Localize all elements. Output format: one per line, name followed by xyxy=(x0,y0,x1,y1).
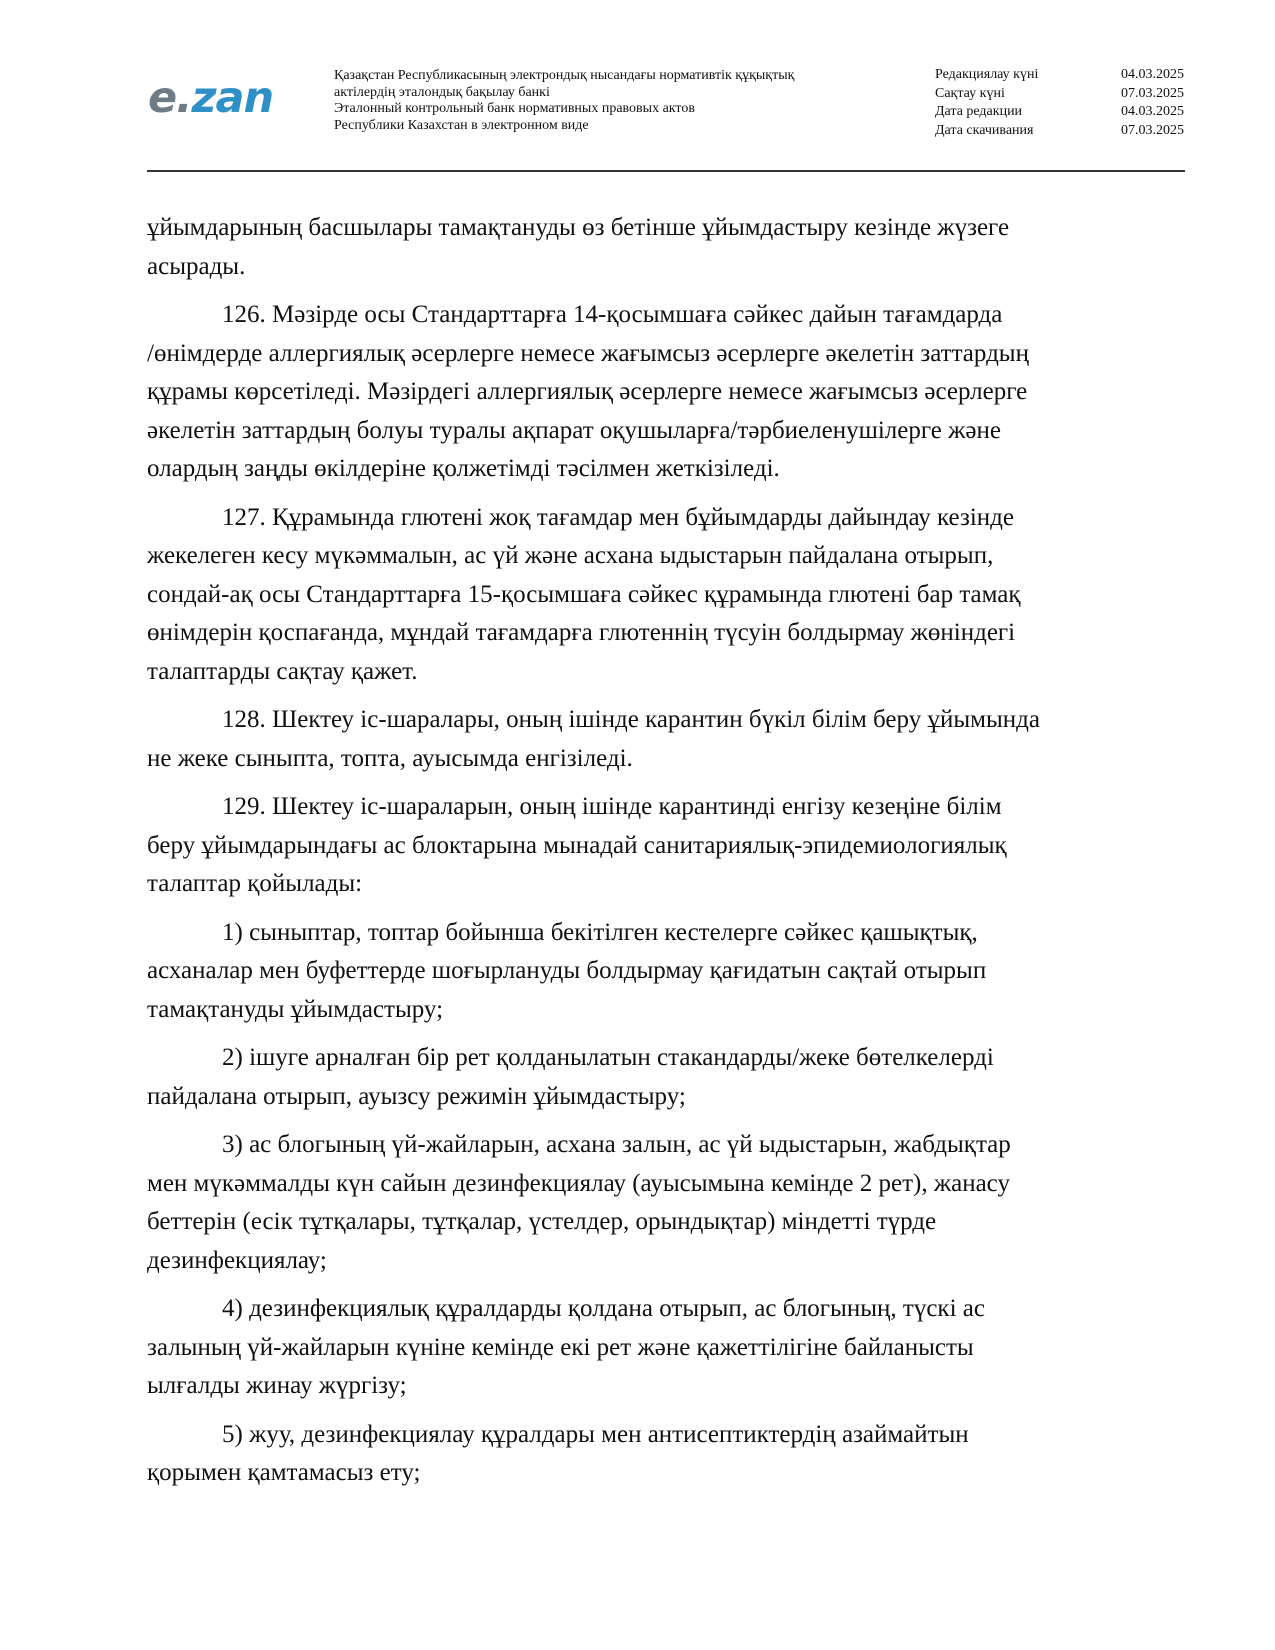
paragraph-line: асырады. xyxy=(147,252,246,280)
paragraph-line: ылғалды жинау жүргізу; xyxy=(147,1372,407,1399)
bank-title-line: Эталонный контрольный банк нормативных правовых актов xyxy=(334,101,695,116)
paragraph-line: 5) жуу, дезинфекциялау құралдары мен антисептиктердің азаймайтын xyxy=(222,1420,969,1448)
logo-name: zan xyxy=(191,73,274,123)
paragraph-line: өнімдерін қоспағанда, мұндай тағамдарға глютеннің түсуін болдырмау жөніндегі xyxy=(147,619,1016,646)
paragraph-line: залының үй-жайларын күніне кемінде екі рет және қажеттілігіне байланысты xyxy=(147,1333,974,1361)
paragraph-line: не жеке сыныпта, топта, ауысымда енгізіледі. xyxy=(147,744,633,772)
paragraph-line: жекелеген кесу мүкәммалын, ас үй және асхана ыдыстарын пайдалана отырып, xyxy=(147,542,994,569)
date-row-download-ru xyxy=(935,122,1184,141)
date-label: Сақтау күні xyxy=(935,85,1005,101)
paragraph-line: 128. Шектеу іс-шаралары, оның ішінде карантин бүкіл білім беру ұйымында xyxy=(222,706,1040,733)
date-row-edit-ru xyxy=(935,103,1184,122)
paragraph-line: 129. Шектеу іс-шараларын, оның ішінде карантинді енгізу кезеңіне білім xyxy=(222,793,1002,820)
paragraph xyxy=(147,1416,1179,1493)
date-row-save-kz xyxy=(935,85,1184,104)
paragraph-line: 127. Құрамында глютені жоқ тағамдар мен бұйымдарды дайындау кезінде xyxy=(222,503,1014,531)
document-body xyxy=(147,209,1179,1503)
paragraph xyxy=(147,296,1179,489)
paragraph-line: асханалар мен буфеттерде шоғырлануды болдырмау қағидатын сақтай отырып xyxy=(147,957,987,984)
date-label: Дата скачивания xyxy=(935,122,1034,138)
paragraph-line: құрамы көрсетіледі. Мәзірдегі аллергиялық әсерлерге немесе жағымсыз әсерлерге xyxy=(147,378,1028,405)
paragraph xyxy=(147,914,1179,1030)
bank-title-line: Қазақстан Республикасының электрондық нысандағы нормативтік құқықтық xyxy=(334,68,795,83)
paragraph xyxy=(147,499,1179,692)
paragraph xyxy=(147,1039,1179,1116)
paragraph-line: әкелетін заттардың болуы туралы ақпарат оқушыларға/тәрбиеленушілерге және xyxy=(147,416,1001,444)
paragraph-line: 3) ас блогының үй-жайларын, асхана залын, ас үй ыдыстарын, жабдықтар xyxy=(222,1131,1011,1158)
paragraph-line: пайдалана отырып, ауызсу режимін ұйымдастыру; xyxy=(147,1082,686,1110)
page-header xyxy=(148,66,1184,166)
paragraph-line: дезинфекциялау; xyxy=(147,1246,327,1274)
paragraph xyxy=(147,788,1179,904)
date-label: Дата редакции xyxy=(935,104,1023,119)
date-value: 07.03.2025 xyxy=(1121,85,1184,101)
bank-title-line: актілердің эталондық бақылау банкі xyxy=(334,84,550,100)
paragraph-line: тамақтануды ұйымдастыру; xyxy=(147,995,444,1023)
paragraph-line: беру ұйымдарындағы ас блоктарына мынадай санитариялық-эпидемиологиялық xyxy=(147,831,1007,859)
paragraph-line: олардың заңды өкілдеріне қолжетімді тәсілмен жеткізіледі. xyxy=(147,455,780,482)
paragraph xyxy=(147,209,1179,286)
paragraph-line: мен мүкәммалды күн сайын дезинфекциялау (ауысымына кемінде 2 рет), жанасу xyxy=(147,1169,1010,1197)
paragraph-line: беттерін (есік тұтқалары, тұтқалар, үстелдер, орындықтар) міндетті түрде xyxy=(147,1208,937,1235)
date-value: 04.03.2025 xyxy=(1121,104,1184,119)
paragraph xyxy=(147,1126,1179,1280)
paragraph-line: сондай-ақ осы Стандарттарға 15-қосымшаға сәйкес құрамында глютені бар тамақ xyxy=(147,580,1021,608)
paragraph xyxy=(147,1290,1179,1406)
header-divider xyxy=(147,170,1185,172)
paragraph-line: 126. Мәзірде осы Стандарттарға 14-қосымшаға сәйкес дайын тағамдарда xyxy=(222,301,1003,328)
bank-title xyxy=(334,68,894,134)
paragraph xyxy=(147,701,1179,778)
date-value: 04.03.2025 xyxy=(1121,67,1184,82)
paragraph-line: талаптарды сақтау қажет. xyxy=(147,657,418,685)
paragraph-line: 4) дезинфекциялық құралдарды қолдана отырып, ас блогының, түскі ас xyxy=(222,1295,985,1322)
paragraph-line: 1) сыныптар, топтар бойынша бекітілген кестелерге сәйкес қашықтық, xyxy=(222,918,978,946)
paragraph-line: 2) ішуге арналған бір рет қолданылатын стакандарды/жеке бөтелкелерді xyxy=(222,1044,994,1071)
paragraph-line: ұйымдарының басшылары тамақтануды өз бетінше ұйымдастыру кезінде жүзеге xyxy=(147,214,1010,241)
date-label: Редакциялау күні xyxy=(935,67,1039,82)
date-value: 07.03.2025 xyxy=(1121,122,1184,138)
ezan-logo xyxy=(148,72,298,124)
paragraph-line: қорымен қамтамасыз ету; xyxy=(147,1459,421,1486)
document-dates xyxy=(935,66,1184,140)
logo-prefix: e. xyxy=(148,73,192,123)
paragraph-line: талаптар қойылады: xyxy=(147,870,363,897)
bank-title-line: Республики Казахстан в электронном виде xyxy=(334,117,589,133)
date-row-edit-kz xyxy=(935,66,1184,85)
paragraph-line: /өнімдерде аллергиялық әсерлерге немесе жағымсыз әсерлерге әкелетін заттардың xyxy=(147,339,1029,367)
